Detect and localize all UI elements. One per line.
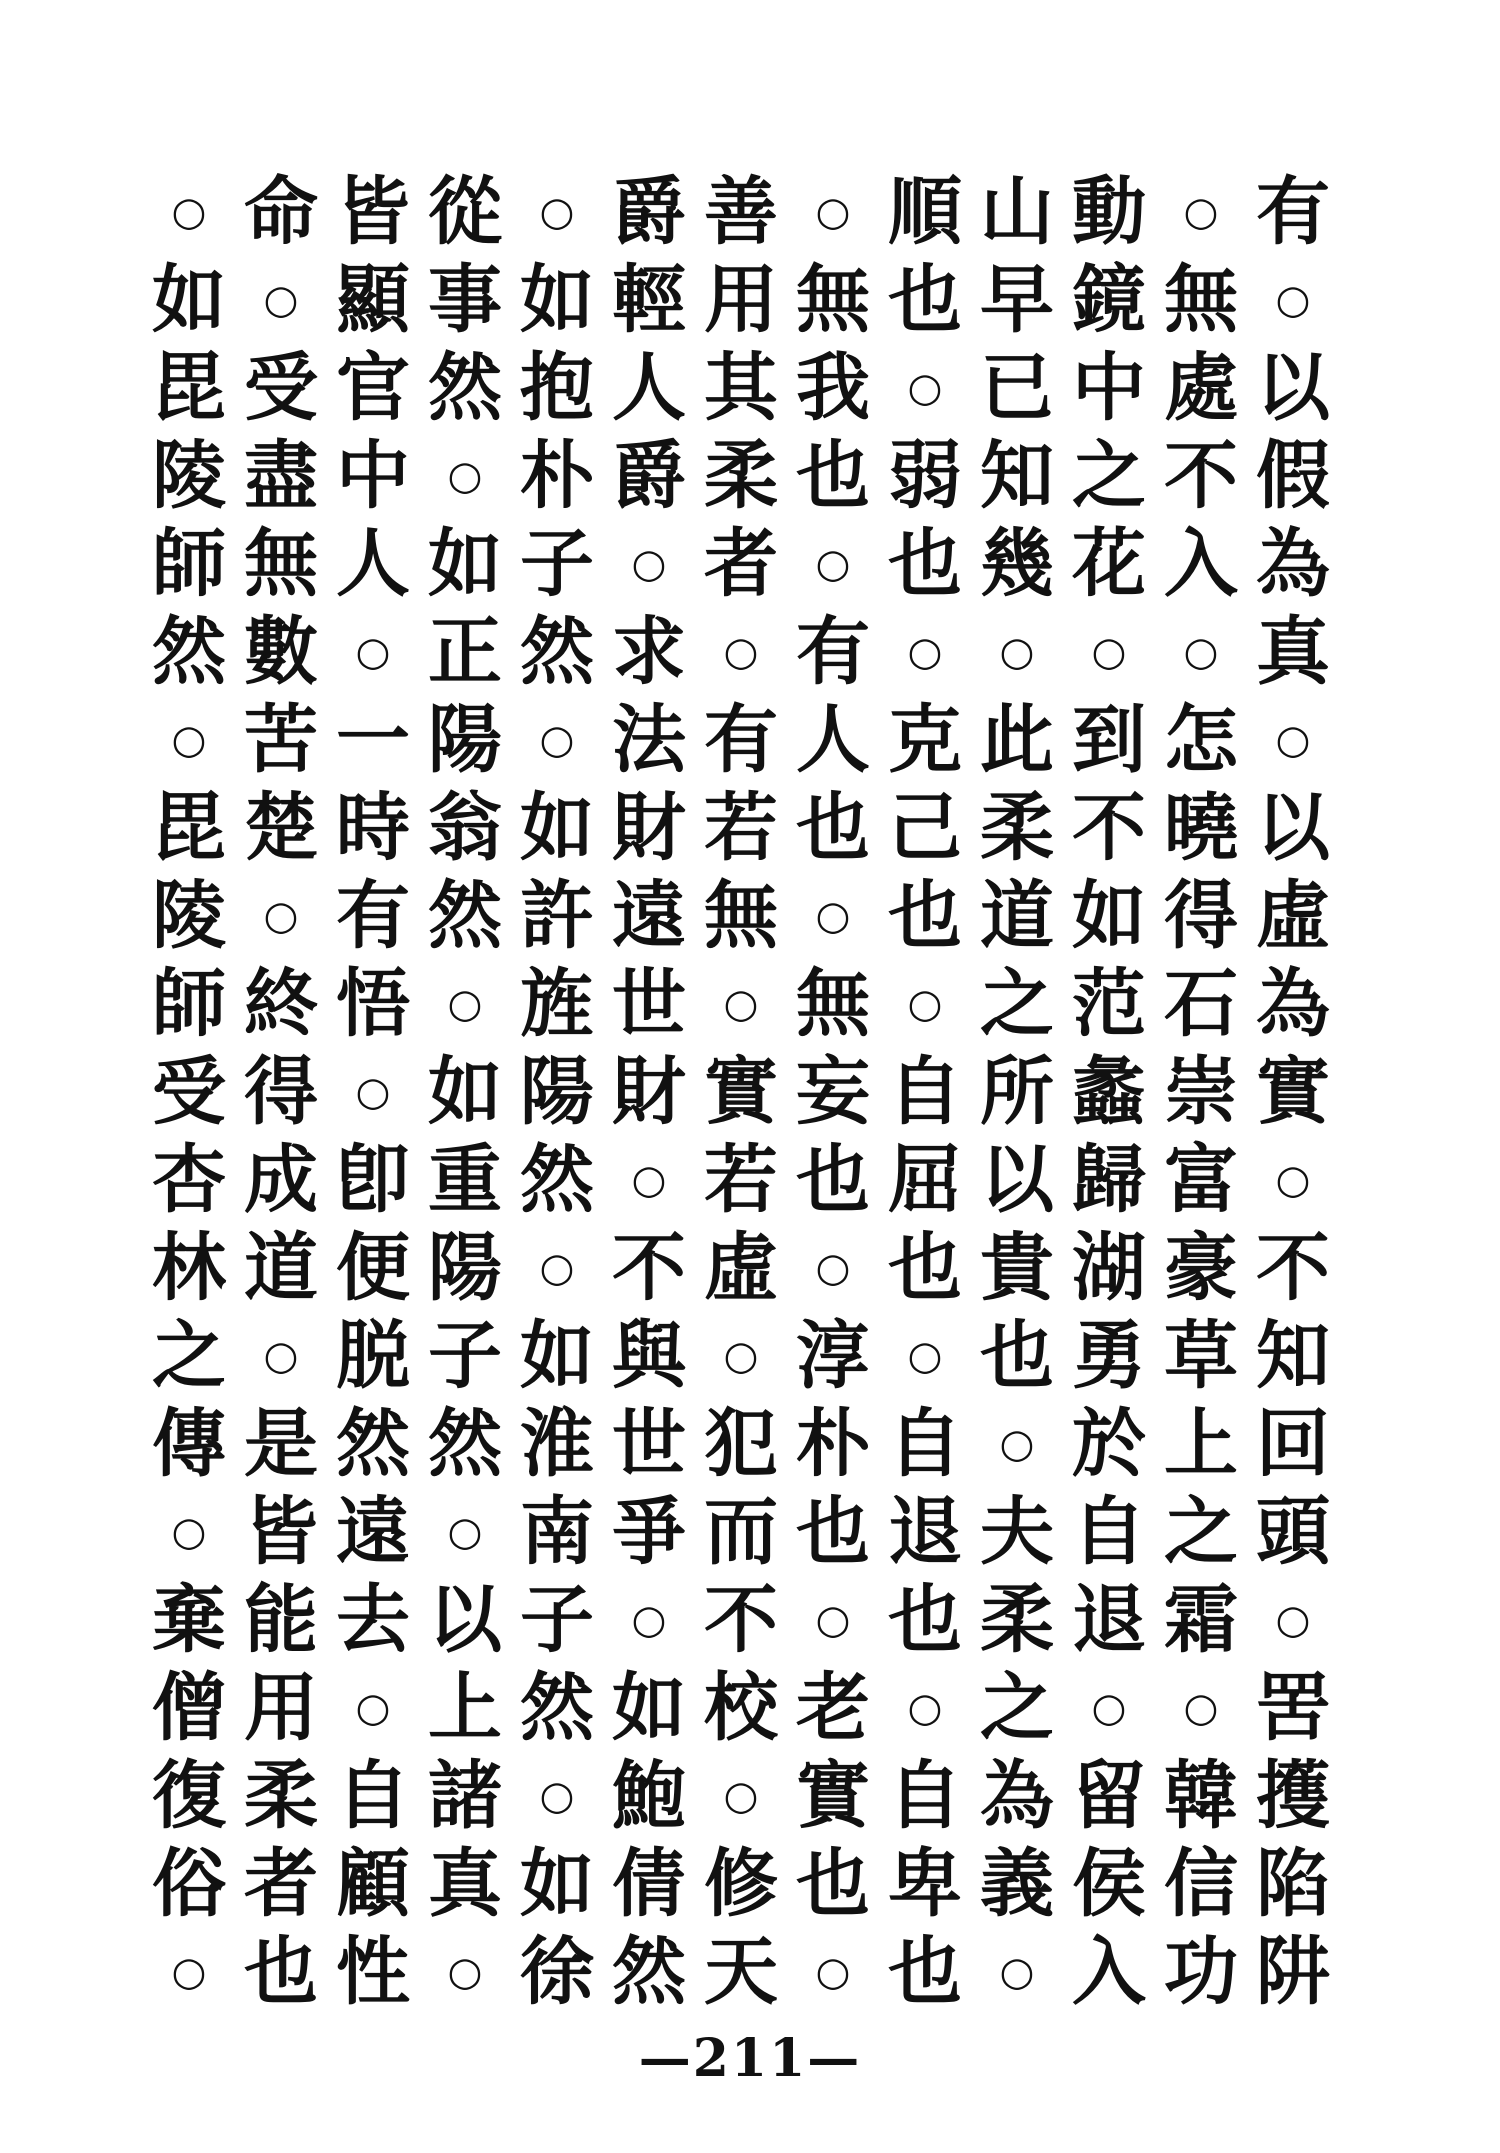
text-character: 遠: [612, 873, 686, 959]
text-character: 之: [1164, 1489, 1238, 1575]
text-character: 也: [888, 1225, 962, 1311]
text-row: [143, 960, 1343, 1048]
text-character: 道: [244, 1225, 318, 1311]
text-character: 陽: [520, 1049, 594, 1135]
text-character: 留: [1072, 1753, 1146, 1839]
text-character: 重: [428, 1137, 502, 1223]
text-character: 正: [428, 609, 502, 695]
text-character: 子: [428, 1313, 502, 1399]
text-character: 犯: [704, 1401, 778, 1487]
text-character: 財: [612, 785, 686, 871]
text-character: 若: [704, 1137, 778, 1223]
text-character: 柔: [980, 1577, 1054, 1663]
text-character: 曉: [1164, 785, 1238, 871]
text-character: 楚: [244, 785, 318, 871]
text-character: 動: [1072, 169, 1146, 255]
text-character: 中: [1072, 345, 1146, 431]
text-character: 上: [428, 1665, 502, 1751]
punctuation-mark: ○: [1183, 189, 1219, 235]
text-character: 中: [336, 433, 410, 519]
punctuation-mark: ○: [999, 629, 1035, 675]
text-character: 石: [1164, 961, 1238, 1047]
text-character: 也: [244, 1929, 318, 2015]
text-character: 為: [1256, 521, 1330, 607]
text-character: 弱: [888, 433, 962, 519]
text-character: 修: [704, 1841, 778, 1927]
text-character: 功: [1164, 1929, 1238, 2015]
text-character: 如: [1072, 873, 1146, 959]
punctuation-mark: ○: [447, 1509, 483, 1555]
text-character: 僧: [152, 1665, 226, 1751]
text-character: 而: [704, 1489, 778, 1575]
text-character: 得: [244, 1049, 318, 1135]
punctuation-mark: ○: [1091, 629, 1127, 675]
text-character: 怎: [1164, 697, 1238, 783]
text-character: 此: [980, 697, 1054, 783]
text-row: [143, 520, 1343, 608]
punctuation-mark: ○: [1275, 1597, 1311, 1643]
text-character: 陷: [1256, 1841, 1330, 1927]
text-character: 無: [244, 521, 318, 607]
punctuation-mark: ○: [1275, 277, 1311, 323]
text-character: 上: [1164, 1401, 1238, 1487]
text-character: 虛: [704, 1225, 778, 1311]
punctuation-mark: ○: [999, 1421, 1035, 1467]
punctuation-mark: ○: [815, 893, 851, 939]
text-character: 然: [152, 609, 226, 695]
text-character: 若: [704, 785, 778, 871]
text-character: 也: [980, 1313, 1054, 1399]
punctuation-mark: ○: [171, 189, 207, 235]
text-character: 已: [980, 345, 1054, 431]
text-character: 有: [796, 609, 870, 695]
text-character: 不: [612, 1225, 686, 1311]
text-character: 假: [1256, 433, 1330, 519]
text-character: 一: [336, 697, 410, 783]
text-character: 然: [428, 873, 502, 959]
text-character: 實: [704, 1049, 778, 1135]
text-character: 以: [1256, 345, 1330, 431]
punctuation-mark: ○: [171, 1949, 207, 1995]
text-character: 草: [1164, 1313, 1238, 1399]
text-character: 陽: [428, 1225, 502, 1311]
text-character: 富: [1164, 1137, 1238, 1223]
text-character: 遠: [336, 1489, 410, 1575]
text-character: 然: [520, 1665, 594, 1751]
punctuation-mark: ○: [447, 981, 483, 1027]
punctuation-mark: ○: [723, 1333, 759, 1379]
text-character: 世: [612, 1401, 686, 1487]
text-character: 如: [520, 785, 594, 871]
text-character: 真: [428, 1841, 502, 1927]
text-character: 妄: [796, 1049, 870, 1135]
text-character: 道: [980, 873, 1054, 959]
text-character: 崇: [1164, 1049, 1238, 1135]
punctuation-mark: ○: [263, 893, 299, 939]
text-character: 其: [704, 345, 778, 431]
text-character: 能: [244, 1577, 318, 1663]
text-row: [143, 1136, 1343, 1224]
text-character: 如: [520, 1313, 594, 1399]
punctuation-mark: ○: [723, 629, 759, 675]
text-character: 爵: [612, 169, 686, 255]
text-character: 花: [1072, 521, 1146, 607]
text-character: 命: [244, 169, 318, 255]
text-character: 苦: [244, 697, 318, 783]
text-character: 柔: [704, 433, 778, 519]
text-character: 淮: [520, 1401, 594, 1487]
text-character: 許: [520, 873, 594, 959]
text-character: 湖: [1072, 1225, 1146, 1311]
punctuation-mark: ○: [907, 981, 943, 1027]
text-character: 有: [704, 697, 778, 783]
text-character: 陵: [152, 873, 226, 959]
text-character: 之: [152, 1313, 226, 1399]
text-character: 不: [1072, 785, 1146, 871]
punctuation-mark: ○: [907, 1685, 943, 1731]
punctuation-mark: ○: [1275, 1157, 1311, 1203]
text-character: 毘: [152, 345, 226, 431]
text-character: 以: [980, 1137, 1054, 1223]
text-character: 旌: [520, 961, 594, 1047]
text-character: 屈: [888, 1137, 962, 1223]
punctuation-mark: ○: [631, 1157, 667, 1203]
punctuation-mark: ○: [815, 1245, 851, 1291]
text-character: 歸: [1072, 1137, 1146, 1223]
text-character: 范: [1072, 961, 1146, 1047]
text-character: 者: [704, 521, 778, 607]
text-character: 豪: [1164, 1225, 1238, 1311]
text-character: 老: [796, 1665, 870, 1751]
text-character: 入: [1072, 1929, 1146, 2015]
text-character: 柔: [244, 1753, 318, 1839]
text-character: 霜: [1164, 1577, 1238, 1663]
text-character: 知: [1256, 1313, 1330, 1399]
text-character: 處: [1164, 345, 1238, 431]
text-row: [143, 872, 1343, 960]
punctuation-mark: ○: [1183, 1685, 1219, 1731]
text-character: 自: [336, 1753, 410, 1839]
text-character: 無: [796, 257, 870, 343]
text-character: 也: [796, 433, 870, 519]
text-character: 是: [244, 1401, 318, 1487]
text-character: 如: [152, 257, 226, 343]
text-character: 也: [796, 1841, 870, 1927]
text-character: 知: [980, 433, 1054, 519]
classical-text-body: [143, 168, 1343, 2016]
text-character: 得: [1164, 873, 1238, 959]
punctuation-mark: ○: [1275, 717, 1311, 763]
text-character: 人: [336, 521, 410, 607]
text-row: [143, 1048, 1343, 1136]
text-character: 罟: [1256, 1665, 1330, 1751]
text-character: 法: [612, 697, 686, 783]
text-character: 實: [796, 1753, 870, 1839]
text-character: 數: [244, 609, 318, 695]
punctuation-mark: ○: [171, 1509, 207, 1555]
text-character: 不: [1256, 1225, 1330, 1311]
punctuation-mark: ○: [723, 981, 759, 1027]
text-character: 為: [1256, 961, 1330, 1047]
text-character: 以: [428, 1577, 502, 1663]
text-row: [143, 256, 1343, 344]
text-character: 復: [152, 1753, 226, 1839]
punctuation-mark: ○: [815, 1949, 851, 1995]
text-character: 便: [336, 1225, 410, 1311]
punctuation-mark: ○: [355, 1685, 391, 1731]
text-character: 毘: [152, 785, 226, 871]
text-character: 卑: [888, 1841, 962, 1927]
text-character: 頭: [1256, 1489, 1330, 1575]
text-character: 實: [1256, 1049, 1330, 1135]
punctuation-mark: ○: [447, 453, 483, 499]
text-character: 淳: [796, 1313, 870, 1399]
punctuation-mark: ○: [815, 541, 851, 587]
text-character: 受: [152, 1049, 226, 1135]
text-character: 擭: [1256, 1753, 1330, 1839]
punctuation-mark: ○: [815, 189, 851, 235]
text-row: [143, 1840, 1343, 1928]
text-character: 與: [612, 1313, 686, 1399]
text-character: 到: [1072, 697, 1146, 783]
text-character: 然: [336, 1401, 410, 1487]
text-character: 然: [428, 345, 502, 431]
text-character: 己: [888, 785, 962, 871]
text-character: 官: [336, 345, 410, 431]
text-character: 也: [796, 1137, 870, 1223]
text-character: 義: [980, 1841, 1054, 1927]
text-character: 終: [244, 961, 318, 1047]
punctuation-mark: ○: [263, 277, 299, 323]
text-character: 翁: [428, 785, 502, 871]
text-character: 勇: [1072, 1313, 1146, 1399]
text-character: 也: [888, 1929, 962, 2015]
punctuation-mark: ○: [447, 1949, 483, 1995]
punctuation-mark: ○: [539, 717, 575, 763]
text-character: 師: [152, 961, 226, 1047]
text-character: 退: [1072, 1577, 1146, 1663]
page-number: —211—: [638, 2028, 862, 2089]
text-character: 求: [612, 609, 686, 695]
text-character: 善: [704, 169, 778, 255]
text-character: 也: [888, 257, 962, 343]
text-character: 受: [244, 345, 318, 431]
text-character: 然: [520, 1137, 594, 1223]
text-character: 無: [704, 873, 778, 959]
punctuation-mark: ○: [171, 717, 207, 763]
text-character: 也: [796, 785, 870, 871]
text-character: 悟: [336, 961, 410, 1047]
text-character: 無: [1164, 257, 1238, 343]
text-character: 然: [520, 609, 594, 695]
text-character: 不: [704, 1577, 778, 1663]
text-character: 子: [520, 1577, 594, 1663]
text-character: 卽: [336, 1137, 410, 1223]
text-character: 也: [888, 521, 962, 607]
text-character: 然: [612, 1929, 686, 2015]
punctuation-mark: ○: [999, 1949, 1035, 1995]
punctuation-mark: ○: [631, 541, 667, 587]
text-character: 成: [244, 1137, 318, 1223]
text-character: 鏡: [1072, 257, 1146, 343]
text-character: 之: [1072, 433, 1146, 519]
text-character: 真: [1256, 609, 1330, 695]
text-character: 也: [796, 1489, 870, 1575]
text-character: 性: [336, 1929, 410, 2015]
text-character: 有: [336, 873, 410, 959]
text-character: 從: [428, 169, 502, 255]
text-character: 朴: [520, 433, 594, 519]
text-character: 爭: [612, 1489, 686, 1575]
text-character: 於: [1072, 1401, 1146, 1487]
text-character: 如: [428, 521, 502, 607]
punctuation-mark: ○: [355, 1069, 391, 1115]
text-character: 幾: [980, 521, 1054, 607]
punctuation-mark: ○: [539, 189, 575, 235]
text-character: 棄: [152, 1577, 226, 1663]
text-character: 韓: [1164, 1753, 1238, 1839]
text-character: 人: [796, 697, 870, 783]
text-character: 用: [244, 1665, 318, 1751]
text-character: 如: [520, 257, 594, 343]
text-character: 師: [152, 521, 226, 607]
text-character: 諸: [428, 1753, 502, 1839]
text-character: 陽: [428, 697, 502, 783]
text-character: 自: [888, 1049, 962, 1135]
text-character: 事: [428, 257, 502, 343]
text-character: 之: [980, 961, 1054, 1047]
text-character: 財: [612, 1049, 686, 1135]
text-character: 脱: [336, 1313, 410, 1399]
text-row: [143, 608, 1343, 696]
text-character: 顧: [336, 1841, 410, 1927]
text-character: 者: [244, 1841, 318, 1927]
text-character: 夫: [980, 1489, 1054, 1575]
text-character: 我: [796, 345, 870, 431]
text-character: 如: [428, 1049, 502, 1135]
text-character: 蠡: [1072, 1049, 1146, 1135]
text-character: 用: [704, 257, 778, 343]
text-row: [143, 1752, 1343, 1840]
text-character: 為: [980, 1753, 1054, 1839]
text-character: 皆: [244, 1489, 318, 1575]
text-character: 抱: [520, 345, 594, 431]
text-row: [143, 1400, 1343, 1488]
text-character: 天: [704, 1929, 778, 2015]
text-character: 之: [980, 1665, 1054, 1751]
text-character: 順: [888, 169, 962, 255]
text-character: 顯: [336, 257, 410, 343]
punctuation-mark: ○: [539, 1773, 575, 1819]
text-character: 校: [704, 1665, 778, 1751]
punctuation-mark: ○: [355, 629, 391, 675]
text-character: 退: [888, 1489, 962, 1575]
text-character: 盡: [244, 433, 318, 519]
text-character: 貴: [980, 1225, 1054, 1311]
punctuation-mark: ○: [1183, 629, 1219, 675]
text-row: [143, 1312, 1343, 1400]
text-character: 也: [888, 873, 962, 959]
text-character: 然: [428, 1401, 502, 1487]
punctuation-mark: ○: [1091, 1685, 1127, 1731]
text-character: 回: [1256, 1401, 1330, 1487]
text-character: 朴: [796, 1401, 870, 1487]
text-character: 人: [612, 345, 686, 431]
text-character: 信: [1164, 1841, 1238, 1927]
punctuation-mark: ○: [907, 1333, 943, 1379]
text-character: 自: [888, 1401, 962, 1487]
punctuation-mark: ○: [263, 1333, 299, 1379]
text-character: 如: [520, 1841, 594, 1927]
text-character: 入: [1164, 521, 1238, 607]
punctuation-mark: ○: [815, 1597, 851, 1643]
text-character: 也: [888, 1577, 962, 1663]
text-row: [143, 1224, 1343, 1312]
text-character: 早: [980, 257, 1054, 343]
text-character: 無: [796, 961, 870, 1047]
text-character: 所: [980, 1049, 1054, 1135]
text-character: 陵: [152, 433, 226, 519]
text-character: 林: [152, 1225, 226, 1311]
text-character: 鮑: [612, 1753, 686, 1839]
text-character: 皆: [336, 169, 410, 255]
text-character: 虛: [1256, 873, 1330, 959]
text-character: 杏: [152, 1137, 226, 1223]
text-row: [143, 432, 1343, 520]
text-character: 子: [520, 521, 594, 607]
punctuation-mark: ○: [907, 365, 943, 411]
text-character: 自: [1072, 1489, 1146, 1575]
text-character: 去: [336, 1577, 410, 1663]
text-row: [143, 1928, 1343, 2016]
text-character: 爵: [612, 433, 686, 519]
text-row: [143, 696, 1343, 784]
punctuation-mark: ○: [539, 1245, 575, 1291]
text-character: 自: [888, 1753, 962, 1839]
text-character: 俗: [152, 1841, 226, 1927]
text-character: 徐: [520, 1929, 594, 2015]
text-character: 輕: [612, 257, 686, 343]
text-row: [143, 784, 1343, 872]
text-character: 世: [612, 961, 686, 1047]
text-character: 以: [1256, 785, 1330, 871]
text-character: 南: [520, 1489, 594, 1575]
text-character: 阱: [1256, 1929, 1330, 2015]
text-row: [143, 168, 1343, 256]
text-character: 如: [612, 1665, 686, 1751]
text-character: 倩: [612, 1841, 686, 1927]
punctuation-mark: ○: [723, 1773, 759, 1819]
text-row: [143, 1664, 1343, 1752]
punctuation-mark: ○: [907, 629, 943, 675]
text-row: [143, 344, 1343, 432]
text-row: [143, 1576, 1343, 1664]
text-character: 有: [1256, 169, 1330, 255]
punctuation-mark: ○: [631, 1597, 667, 1643]
text-row: [143, 1488, 1343, 1576]
text-character: 山: [980, 169, 1054, 255]
text-character: 傳: [152, 1401, 226, 1487]
text-character: 柔: [980, 785, 1054, 871]
text-character: 時: [336, 785, 410, 871]
text-character: 侯: [1072, 1841, 1146, 1927]
text-character: 不: [1164, 433, 1238, 519]
text-character: 克: [888, 697, 962, 783]
